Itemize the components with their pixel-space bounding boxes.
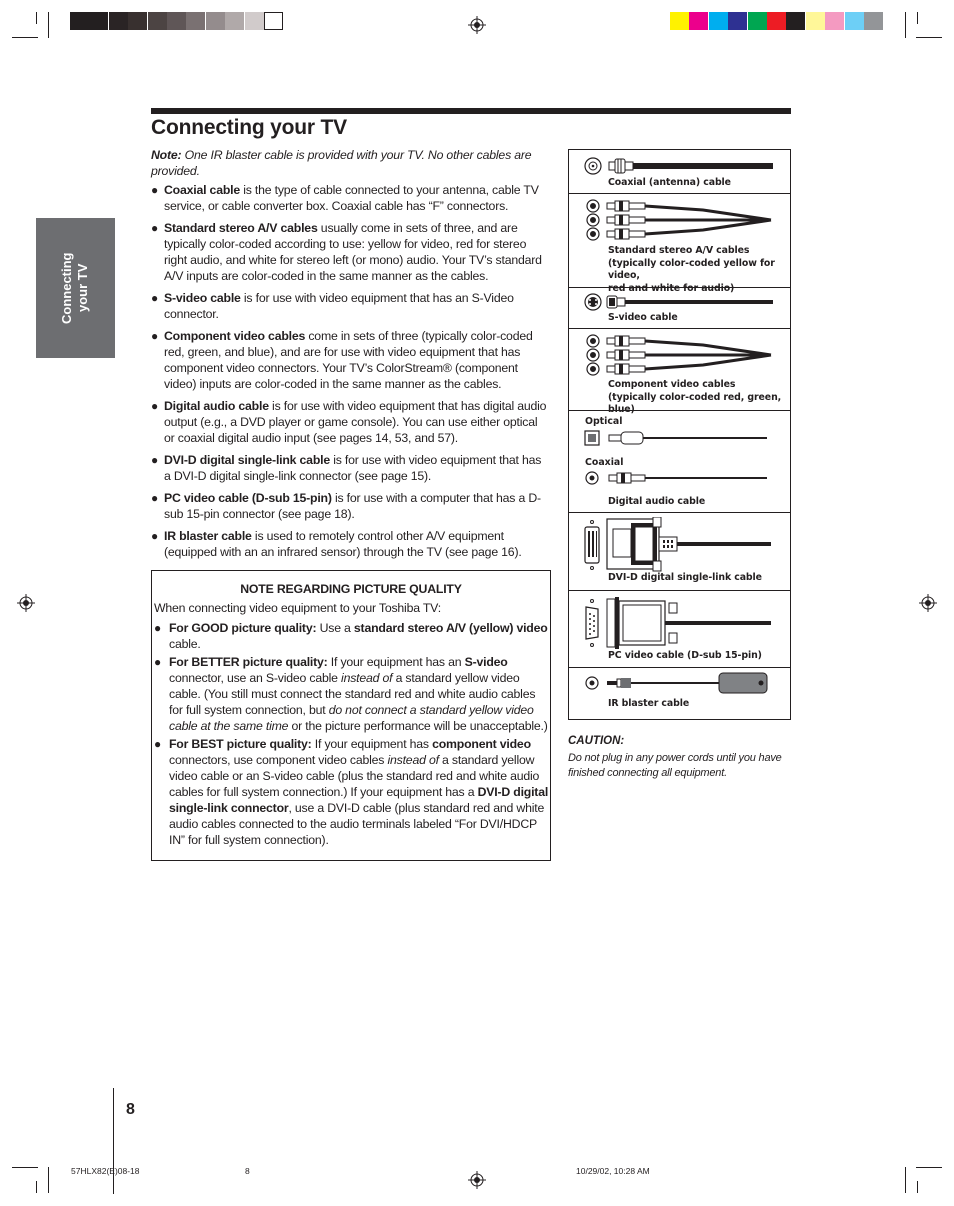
ir-blaster-cable-section (569, 668, 790, 719)
text-run: cable. (169, 637, 201, 651)
list-item (151, 452, 551, 484)
text-run: a standard yellow video cable. (You still must connect the standard red and white audio cables for full system connection, but (169, 671, 536, 717)
gray-swatch (128, 12, 147, 30)
footer-page: 8 (245, 1166, 250, 1176)
list-item (151, 398, 551, 446)
list-item (151, 490, 551, 522)
coaxial-cable-label: Coaxial (antenna) cable (608, 177, 731, 188)
cable-term: PC video cable (D-sub 15-pin) (164, 491, 332, 505)
picture-quality-note-box (151, 570, 551, 861)
section-tab-label: Connecting your TV (59, 252, 90, 324)
coaxial-cable-section (569, 150, 790, 194)
list-item (154, 736, 550, 848)
text-run: do not connect a standard yellow video cable at the same time (169, 703, 534, 733)
color-swatch (709, 12, 728, 30)
list-item (151, 182, 551, 214)
color-swatch (845, 12, 864, 30)
gray-swatch (89, 12, 108, 30)
digital-audio-cable-label: Digital audio cable (608, 496, 706, 507)
cable-term: Component video cables (164, 329, 306, 343)
footer-date: 10/29/02, 10:28 AM (576, 1166, 650, 1176)
caution-heading: CAUTION: (568, 735, 625, 747)
registration-mark-icon (17, 594, 35, 612)
registration-mark-icon (919, 594, 937, 612)
cable-term: Standard stereo A/V cables (164, 221, 318, 235)
gray-swatch (245, 12, 264, 30)
list-item (154, 654, 550, 734)
pc-video-cable-label: PC video cable (D-sub 15-pin) (608, 650, 762, 661)
footer-file-name: 57HLX82(E)08-18 (71, 1166, 140, 1176)
color-swatch (767, 12, 786, 30)
list-item (151, 220, 551, 284)
s-video-cable-section (569, 288, 790, 329)
color-swatch (786, 12, 805, 30)
text-run: component video (432, 737, 531, 751)
list-item (151, 528, 551, 560)
cable-term: Digital audio cable (164, 399, 269, 413)
cable-description: is for use with video equipment that has an S-Video connector. (164, 291, 514, 321)
text-run: connectors, use component video cables (169, 753, 388, 767)
title-rule (151, 108, 791, 114)
color-swatch (748, 12, 767, 30)
text-run: connector, use an S-video cable (169, 671, 342, 685)
cable-term: IR blaster cable (164, 529, 252, 543)
page-title: Connecting your TV (151, 116, 347, 139)
s-video-cable-icon (583, 292, 775, 312)
text-run: If your equipment has (311, 737, 433, 751)
quality-level-label: For BEST picture quality: (169, 737, 312, 751)
margin-rule (113, 1088, 114, 1194)
bullet-icon: ● (151, 453, 159, 467)
gray-swatch (70, 12, 89, 30)
label-line: Standard stereo A/V cables (608, 245, 750, 256)
component-video-cable-icon (583, 333, 775, 379)
coaxial-cable-icon (583, 156, 775, 176)
section-tab (36, 218, 115, 358)
pc-video-cable-icon (583, 595, 775, 651)
color-swatch (670, 12, 689, 30)
dvi-cable-label: DVI-D digital single-link cable (608, 572, 762, 583)
text-run: S-video (464, 655, 508, 669)
bullet-icon: ● (151, 221, 159, 235)
bullet-icon: ● (151, 183, 159, 197)
bullet-icon: ● (151, 399, 159, 413)
color-swatch (728, 12, 747, 30)
list-item (151, 328, 551, 392)
note (151, 147, 551, 179)
bullet-icon: ● (151, 329, 159, 343)
gray-swatch (225, 12, 244, 30)
text-run: a standard yellow video cable or an S-video cable (plus the standard red and white audio cables for full system connection.) If your equipment has a (169, 753, 540, 799)
bullet-icon: ● (154, 621, 162, 635)
quality-note-intro: When connecting video equipment to your Toshiba TV: (154, 601, 441, 615)
cable-description: is for use with video equipment that has digital audio output (e.g., a DVD player or game console). You can use either optical or coaxial digital audio input (see pages 14, 53, and 57). (164, 399, 547, 445)
registration-mark-icon (468, 16, 486, 34)
text-run: or the picture performance will be unacceptable.) (288, 719, 548, 733)
component-video-cable-section (569, 329, 790, 415)
cable-term: DVI-D digital single-link cable (164, 453, 330, 467)
cable-description: usually come in sets of three, and are typically color-coded according to use: yellow for video, red for stereo right audio, and white for stereo left (or mono) audio. Your TV’s standard A/V inputs are color-coded in the same manner as the cables. (164, 221, 542, 283)
digital-audio-cable-section (569, 411, 790, 513)
text-run: instead of (341, 671, 393, 685)
cable-term: S-video cable (164, 291, 241, 305)
cable-illustration-panel (568, 149, 791, 720)
stereo-av-cable-icon (583, 198, 775, 244)
pc-video-cable-section (569, 591, 790, 668)
quality-note-title: NOTE REGARDING PICTURE QUALITY (240, 582, 462, 596)
label-line: Component video cables (608, 379, 736, 390)
cable-type-list (151, 182, 551, 566)
bullet-icon: ● (151, 529, 159, 543)
label-line: red and white for audio) (608, 282, 735, 294)
gray-swatch (206, 12, 225, 30)
label-line: (typically color-coded yellow for video, (608, 257, 775, 281)
gray-swatch (264, 12, 283, 30)
color-swatch (806, 12, 825, 30)
bullet-icon: ● (151, 291, 159, 305)
quality-level-label: For BETTER picture quality: (169, 655, 328, 669)
text-run: DVI-D digital single-link connector (169, 785, 549, 815)
ir-blaster-cable-icon (583, 672, 773, 694)
color-swatch (864, 12, 883, 30)
cable-term: Coaxial cable (164, 183, 241, 197)
dvi-cable-section (569, 513, 790, 591)
color-swatch (825, 12, 844, 30)
list-item (151, 290, 551, 322)
cable-description: is the type of cable connected to your antenna, cable TV service, or cable converter box. Coaxial cable has “F” connectors. (164, 183, 539, 213)
dvi-cable-icon (583, 517, 775, 573)
gray-swatch (186, 12, 205, 30)
note-text: One IR blaster cable is provided with your TV. No other cables are provided. (151, 148, 532, 178)
quality-list (152, 620, 550, 848)
cable-description: is for use with video equipment that has a DVI-D digital single-link connector (see page 15). (164, 453, 542, 483)
page-number: 8 (126, 1101, 135, 1118)
text-run: Use a (316, 621, 354, 635)
text-run: , use a DVI-D cable (plus standard red and white audio cables connected to the audio terminals labeled “For DVI/HDCP IN” for full system connection). (169, 801, 545, 847)
caution-text: Do not plug in any power cords until you have finished connecting all equipment. (568, 752, 782, 779)
bullet-icon: ● (154, 655, 162, 669)
list-item (154, 620, 550, 652)
gray-swatch (109, 12, 128, 30)
s-video-cable-label: S-video cable (608, 312, 678, 323)
text-run: If your equipment has an (327, 655, 465, 669)
cable-description: is for use with a computer that has a D-sub 15-pin connector (see page 18). (164, 491, 541, 521)
gray-swatch (148, 12, 167, 30)
coaxial-digital-label: Coaxial (585, 457, 624, 468)
optical-cable-icon (583, 430, 773, 446)
bullet-icon: ● (154, 737, 162, 751)
text-run: standard stereo A/V (yellow) video (353, 621, 548, 635)
note-label: Note: (151, 148, 182, 162)
coaxial-digital-cable-icon (583, 470, 773, 486)
bullet-icon: ● (151, 491, 159, 505)
cable-description: come in sets of three (typically color-coded red, green, and blue), and are for use with video equipment that has component video connectors. Your TV’s ColorStream® (component video) inputs are color-coded in the same manner as the cables. (164, 329, 533, 391)
stereo-av-cable-section (569, 194, 790, 294)
gray-swatch (167, 12, 186, 30)
ir-blaster-cable-label: IR blaster cable (608, 698, 690, 709)
quality-level-label: For GOOD picture quality: (169, 621, 317, 635)
optical-label: Optical (585, 416, 623, 427)
color-swatch (689, 12, 708, 30)
cable-description: is used to remotely control other A/V equipment (equipped with an an infrared sensor) through the TV (see page 16). (164, 529, 522, 559)
registration-mark-icon (468, 1171, 486, 1189)
text-run: instead of (387, 753, 439, 767)
label-line: (typically color-coded red, green, blue) (608, 391, 782, 415)
